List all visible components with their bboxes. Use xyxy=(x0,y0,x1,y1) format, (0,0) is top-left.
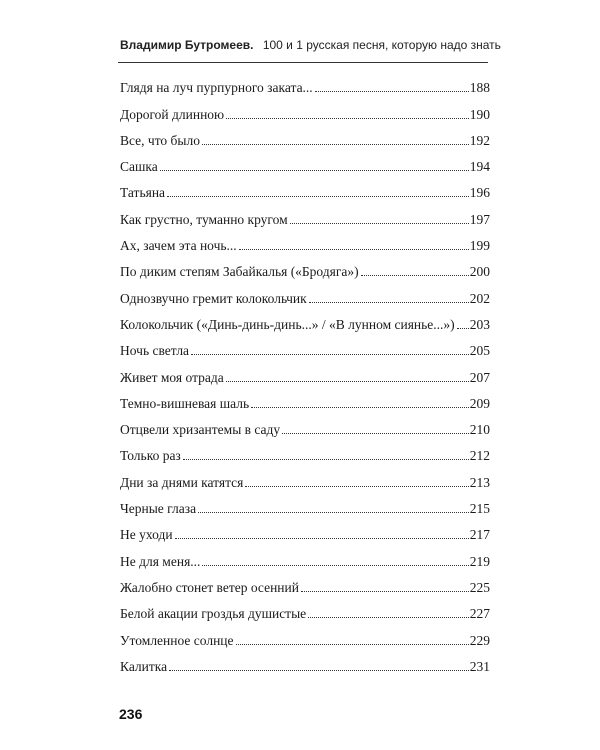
toc-entry-title: Темно-вишневая шаль xyxy=(120,395,250,411)
toc-dot-leader xyxy=(226,381,469,382)
toc-entry xyxy=(120,333,490,359)
toc-entry-page: 207 xyxy=(469,369,490,385)
toc-entry-page: 225 xyxy=(469,579,490,595)
toc-entry xyxy=(120,517,490,543)
toc-entry-page: 219 xyxy=(469,553,490,569)
toc-entry-title: Дорогой длинною xyxy=(120,106,225,122)
toc-entry-page: 199 xyxy=(469,238,490,254)
toc-dot-leader xyxy=(202,144,469,145)
toc-entry-title: Черные глаза xyxy=(120,501,197,517)
toc-entry-title: Ах, зачем эта ночь... xyxy=(120,238,237,254)
toc-dot-leader xyxy=(245,486,468,487)
toc-entry-page: 209 xyxy=(469,395,490,411)
toc-entry xyxy=(120,175,490,201)
toc-entry xyxy=(120,307,490,333)
toc-entry-title: Татьяна xyxy=(120,185,166,201)
toc-entry-title: Дни за днями катятся xyxy=(120,474,244,490)
toc-entry-page: 192 xyxy=(469,132,490,148)
toc-entry-page: 188 xyxy=(469,80,490,96)
toc-dot-leader xyxy=(315,91,469,92)
toc-entry-page: 203 xyxy=(469,316,490,332)
toc-entry-page: 197 xyxy=(469,211,490,227)
toc-entry xyxy=(120,570,490,596)
toc-entry xyxy=(120,412,490,438)
toc-entry-page: 215 xyxy=(469,501,490,517)
toc-dot-leader xyxy=(251,407,469,408)
toc-entry-title: Глядя на луч пурпурного заката... xyxy=(120,80,313,96)
table-of-contents xyxy=(120,70,490,675)
toc-entry xyxy=(120,201,490,227)
toc-entry-page: 196 xyxy=(469,185,490,201)
toc-dot-leader xyxy=(202,565,468,566)
toc-entry xyxy=(120,464,490,490)
page-number: 236 xyxy=(119,706,143,722)
toc-entry xyxy=(120,491,490,517)
toc-entry-page: 227 xyxy=(469,606,490,622)
toc-entry-title: Не уходи xyxy=(120,527,173,543)
toc-dot-leader xyxy=(226,118,469,119)
toc-entry xyxy=(120,254,490,280)
toc-dot-leader xyxy=(457,328,469,329)
toc-entry xyxy=(120,649,490,675)
toc-entry-title: Калитка xyxy=(120,658,168,674)
header-author: Владимир Бутромеев. xyxy=(120,38,254,52)
toc-entry-page: 213 xyxy=(469,474,490,490)
running-header xyxy=(120,38,501,52)
toc-entry-page: 210 xyxy=(469,422,490,438)
toc-entry-page: 200 xyxy=(469,264,490,280)
toc-dot-leader xyxy=(198,512,469,513)
toc-dot-leader xyxy=(239,249,469,250)
header-book-title: 100 и 1 русская песня, которую надо знать xyxy=(262,38,501,52)
toc-entry xyxy=(120,280,490,306)
toc-entry xyxy=(120,596,490,622)
toc-dot-leader xyxy=(308,617,469,618)
toc-entry-title: По диким степям Забайкалья («Бродяга») xyxy=(120,264,359,280)
toc-entry-page: 212 xyxy=(469,448,490,464)
toc-entry xyxy=(120,543,490,569)
toc-dot-leader xyxy=(309,302,469,303)
toc-entry-page: 202 xyxy=(469,290,490,306)
toc-entry xyxy=(120,96,490,122)
toc-entry xyxy=(120,123,490,149)
toc-entry-title: Ночь светла xyxy=(120,343,190,359)
toc-entry-title: Как грустно, туманно кругом xyxy=(120,211,288,227)
toc-entry-page: 231 xyxy=(469,658,490,674)
toc-entry-title: Все, что было xyxy=(120,132,200,148)
toc-entry xyxy=(120,386,490,412)
toc-entry-title: Не для меня... xyxy=(120,553,201,569)
toc-dot-leader xyxy=(301,591,469,592)
toc-dot-leader xyxy=(160,170,469,171)
toc-entry-page: 205 xyxy=(469,343,490,359)
toc-entry xyxy=(120,359,490,385)
toc-entry-title: Белой акации гроздья душистые xyxy=(120,606,307,622)
header-rule xyxy=(118,62,488,63)
toc-dot-leader xyxy=(183,459,469,460)
toc-entry-title: Сашка xyxy=(120,159,158,175)
toc-entry-title: Колокольчик («Динь-динь-динь...» / «В лунном сиянье...») xyxy=(120,316,455,332)
toc-entry xyxy=(120,228,490,254)
toc-entry-title: Живет моя отрада xyxy=(120,369,224,385)
toc-entry-page: 229 xyxy=(469,632,490,648)
toc-dot-leader xyxy=(282,433,469,434)
toc-entry xyxy=(120,438,490,464)
toc-dot-leader xyxy=(236,644,469,645)
toc-entry-title: Только раз xyxy=(120,448,181,464)
toc-entry xyxy=(120,149,490,175)
toc-dot-leader xyxy=(361,275,469,276)
toc-entry-page: 217 xyxy=(469,527,490,543)
toc-dot-leader xyxy=(167,196,469,197)
toc-entry-title: Отцвели хризантемы в саду xyxy=(120,422,281,438)
toc-entry xyxy=(120,70,490,96)
toc-entry-title: Утомленное солнце xyxy=(120,632,234,648)
toc-entry-title: Жалобно стонет ветер осенний xyxy=(120,579,299,595)
toc-dot-leader xyxy=(191,354,469,355)
toc-entry-page: 190 xyxy=(469,106,490,122)
toc-entry xyxy=(120,622,490,648)
toc-entry-page: 194 xyxy=(469,159,490,175)
toc-dot-leader xyxy=(290,223,469,224)
toc-entry-title: Однозвучно гремит колокольчик xyxy=(120,290,307,306)
toc-dot-leader xyxy=(169,670,469,671)
toc-dot-leader xyxy=(175,538,469,539)
